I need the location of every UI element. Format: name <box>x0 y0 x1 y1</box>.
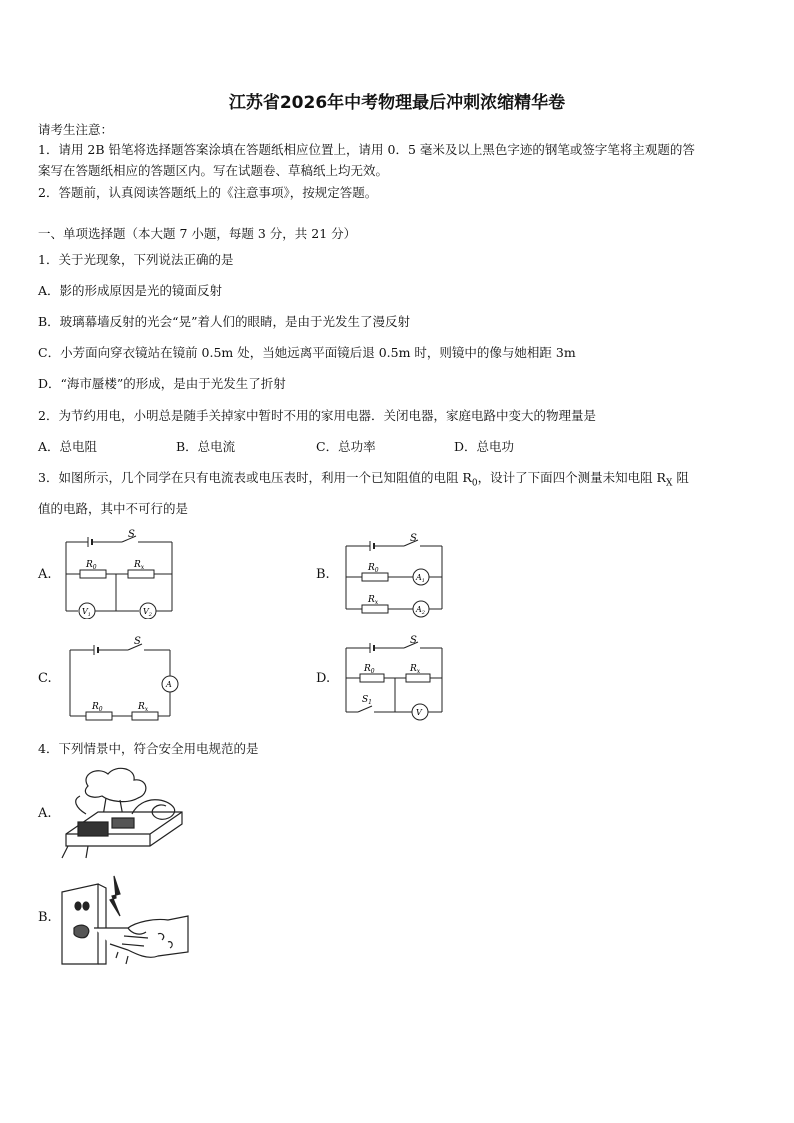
r0-label: $R_0$ <box>86 560 97 571</box>
s1-switch-label: $S_1$ <box>362 695 372 706</box>
q4-stem: 4．下列情景中，符合安全用电规范的是 <box>38 741 259 756</box>
q3-option-d-label: D. <box>316 671 331 686</box>
notice-item-1b: 案写在答题纸相应的答题区内。写在试题卷、草稿纸上均无效。 <box>38 163 389 178</box>
q2-options <box>38 437 514 455</box>
r0-label: $R_0$ <box>368 563 379 574</box>
notice-item-1a: 1．请用 2B 铅笔将选择题答案涂填在答题纸相应位置上，请用 0．5 毫米及以上黑色字迹的钢笔或签字笔将主观题的答 <box>38 142 695 157</box>
a1-meter-label: $A_1$ <box>416 573 425 584</box>
q1-option-b: B．玻璃幕墙反射的光会“晃”着人们的眼睛，是由于光发生了漫反射 <box>38 314 410 329</box>
switch-label: S <box>410 533 417 544</box>
q2-option-b: B．总电流 <box>176 439 236 454</box>
section-heading: 一、单项选择题（本大题 7 小题，每题 3 分，共 21 分） <box>38 226 357 241</box>
q3-circuit-c <box>62 632 186 724</box>
rx-label: $R_x$ <box>138 702 149 713</box>
notice-item-2: 2．答题前，认真阅读答题纸上的《注意事项》，按规定答题。 <box>38 185 378 200</box>
notice-heading: 请考生注意： <box>38 122 114 137</box>
q3-circuit-b <box>340 531 448 623</box>
q3-option-b-label: B. <box>316 567 330 582</box>
switch-label: S <box>134 636 141 647</box>
q3-stem-line1: 3．如图所示，几个同学在只有电流表或电压表时，利用一个已知阻值的电阻 $R_0$，设计了下面四个测量未知电阻 $R_X$ 阻 <box>38 470 689 489</box>
q1-option-c: C．小芳面向穿衣镜站在镜前 0.5m 处，当她远离平面镜后退 0.5m 时，则镜中的像与她相距 3m <box>38 345 576 360</box>
rx-label: $R_x$ <box>410 664 421 675</box>
q2-option-d: D．总电功 <box>454 439 515 454</box>
q2-option-a: A．总电阻 <box>38 439 98 454</box>
q4-illustration-b-wet-hand-switch <box>58 872 190 968</box>
page-title: 江苏省2026年中考物理最后冲刺浓缩精华卷 <box>228 93 566 113</box>
r0-label: $R_0$ <box>364 664 375 675</box>
q2-option-c: C．总功率 <box>316 439 376 454</box>
q4-illustration-a-overloaded-socket <box>58 764 190 860</box>
q3-option-a-label: A. <box>38 567 52 582</box>
v2-meter-label: $V_2$ <box>143 607 152 618</box>
v-meter-label: V <box>416 708 422 717</box>
q1-option-a: A．影的形成原因是光的镜面反射 <box>38 283 223 298</box>
q4-option-b-label: B. <box>38 910 52 925</box>
q3-option-c-label: C. <box>38 671 52 686</box>
q4-option-a-label: A. <box>38 806 52 821</box>
q3-circuit-d <box>340 632 448 724</box>
switch-label: S <box>128 529 135 540</box>
a2-meter-label: $A_2$ <box>416 605 425 616</box>
q2-stem: 2．为节约用电，小明总是随手关掉家中暂时不用的家用电器．关闭电器，家庭电路中变大的物理量是 <box>38 408 596 423</box>
q1-stem: 1．关于光现象，下列说法正确的是 <box>38 252 234 267</box>
a-meter-label: A <box>166 680 172 689</box>
q1-option-d: D．“海市蜃楼”的形成，是由于光发生了折射 <box>38 376 286 391</box>
rx-label: $R_x$ <box>134 560 145 571</box>
v1-meter-label: $V_1$ <box>82 607 91 618</box>
q3-stem-line2: 值的电路，其中不可行的是 <box>38 501 189 516</box>
rx-label: $R_x$ <box>368 595 379 606</box>
switch-label: S <box>410 635 417 646</box>
q3-circuit-a <box>58 527 180 619</box>
r0-label: $R_0$ <box>92 702 103 713</box>
